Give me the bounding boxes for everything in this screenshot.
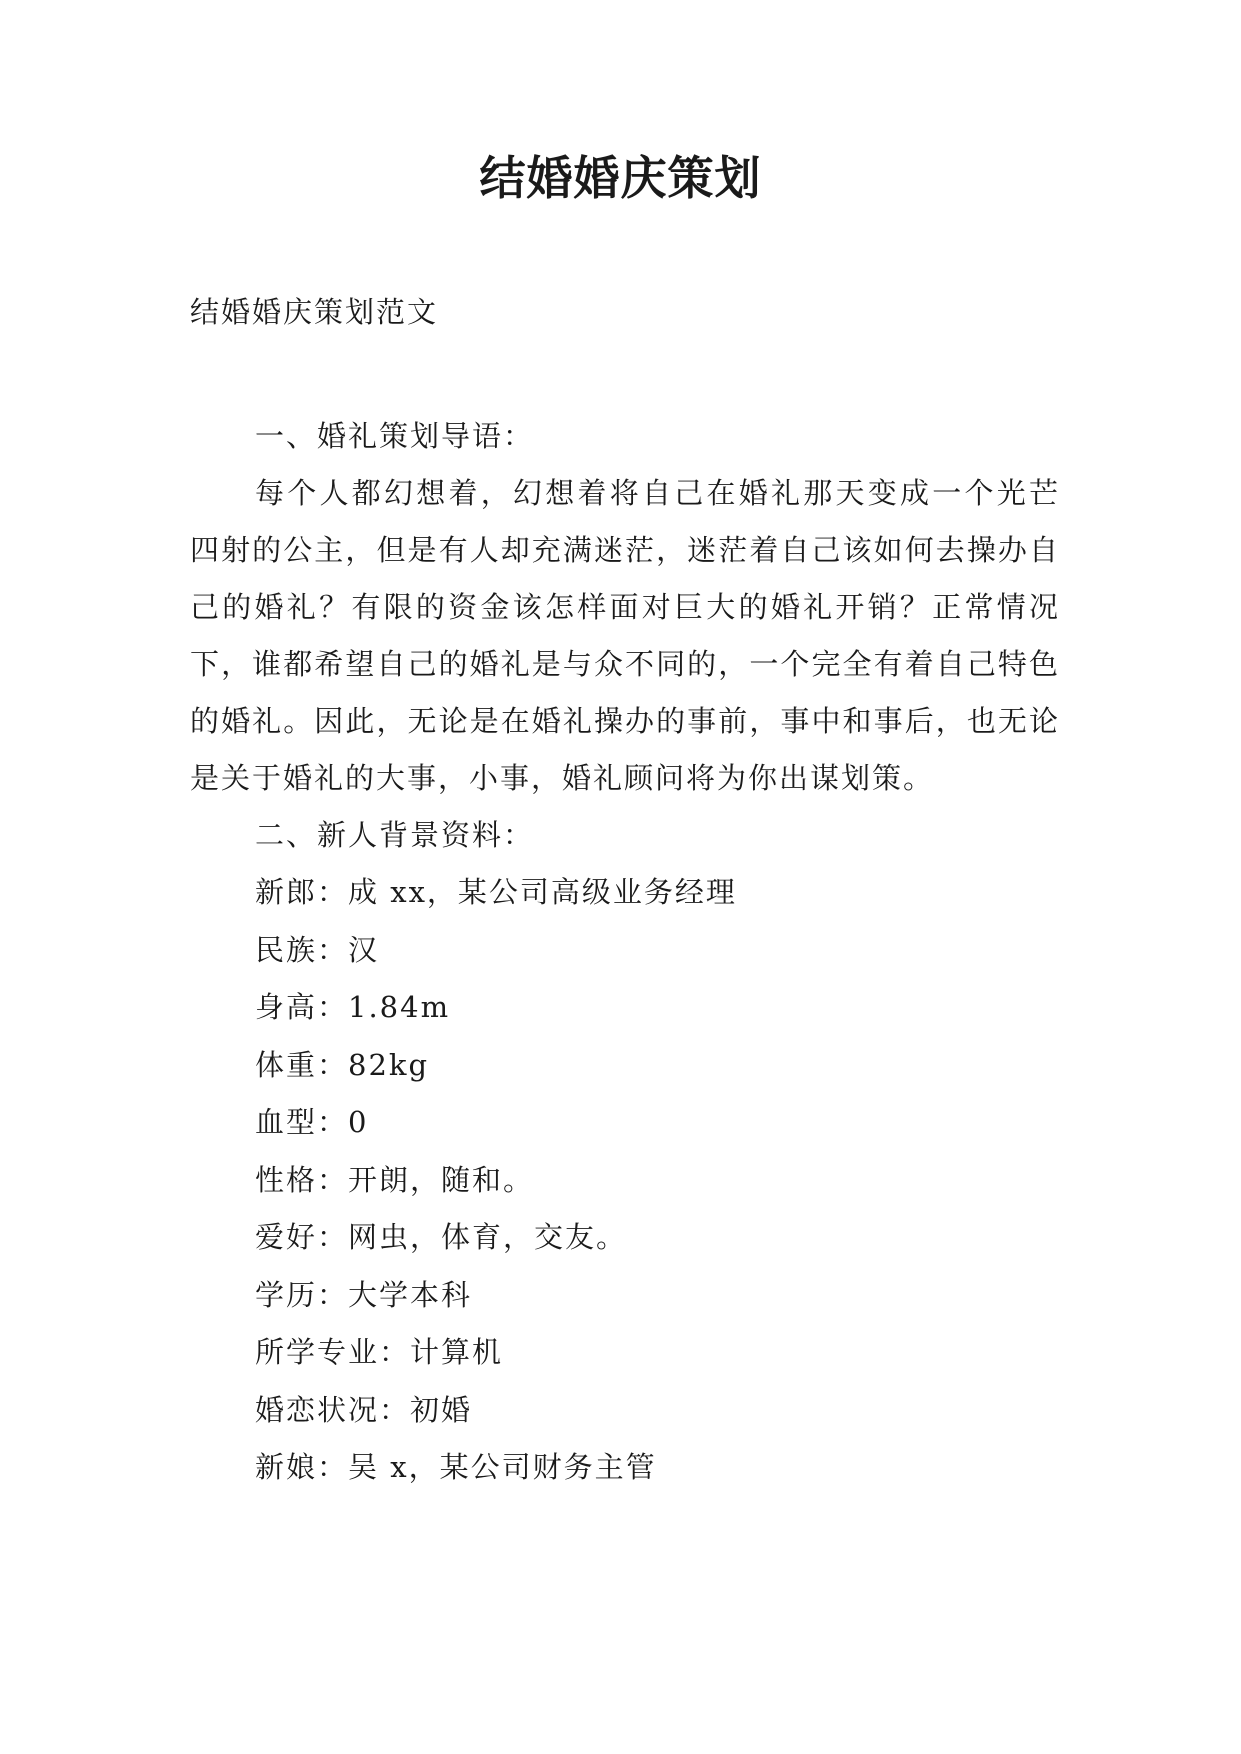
document-body <box>190 408 1060 1497</box>
field-groom: 新郎：成 xx，某公司高级业务经理 <box>255 875 737 909</box>
section-heading-background: 二、新人背景资料： <box>255 818 535 852</box>
field-education: 学历：大学本科 <box>255 1277 473 1312</box>
field-major: 所学专业：计算机 <box>255 1335 504 1369</box>
field-ethnicity: 民族：汉 <box>255 932 380 967</box>
field-height: 身高：1.84m <box>255 990 451 1024</box>
field-weight: 体重：82kg <box>255 1047 430 1082</box>
field-hobbies: 爱好：网虫，体育，交友。 <box>255 1220 628 1254</box>
field-marital-status: 婚恋状况：初婚 <box>255 1392 473 1427</box>
field-bride: 新娘：吴 x，某公司财务主管 <box>255 1450 657 1484</box>
document-title: 结婚婚庆策划 <box>479 151 762 205</box>
field-blood-type: 血型：0 <box>255 1105 369 1139</box>
intro-paragraph: 每个人都幻想着，幻想着将自己在婚礼那天变成一个光芒四射的公主，但是有人却充满迷茫，迷茫着自己该如何去操办自己的婚礼？有限的资金该怎样面对巨大的婚礼开销？正常情况下，谁都希望自己的婚礼是与众不同的，一个完全有着自己特色的婚礼。因此，无论是在婚礼操办的事前，事中和事后，也无论是关于婚礼的大事，小事，婚礼顾问将为你出谋划策。 <box>190 476 1060 795</box>
document-subtitle: 结婚婚庆策划范文 <box>190 295 439 329</box>
section-heading-intro: 一、婚礼策划导语： <box>255 419 535 453</box>
field-personality: 性格：开朗，随和。 <box>255 1162 535 1197</box>
